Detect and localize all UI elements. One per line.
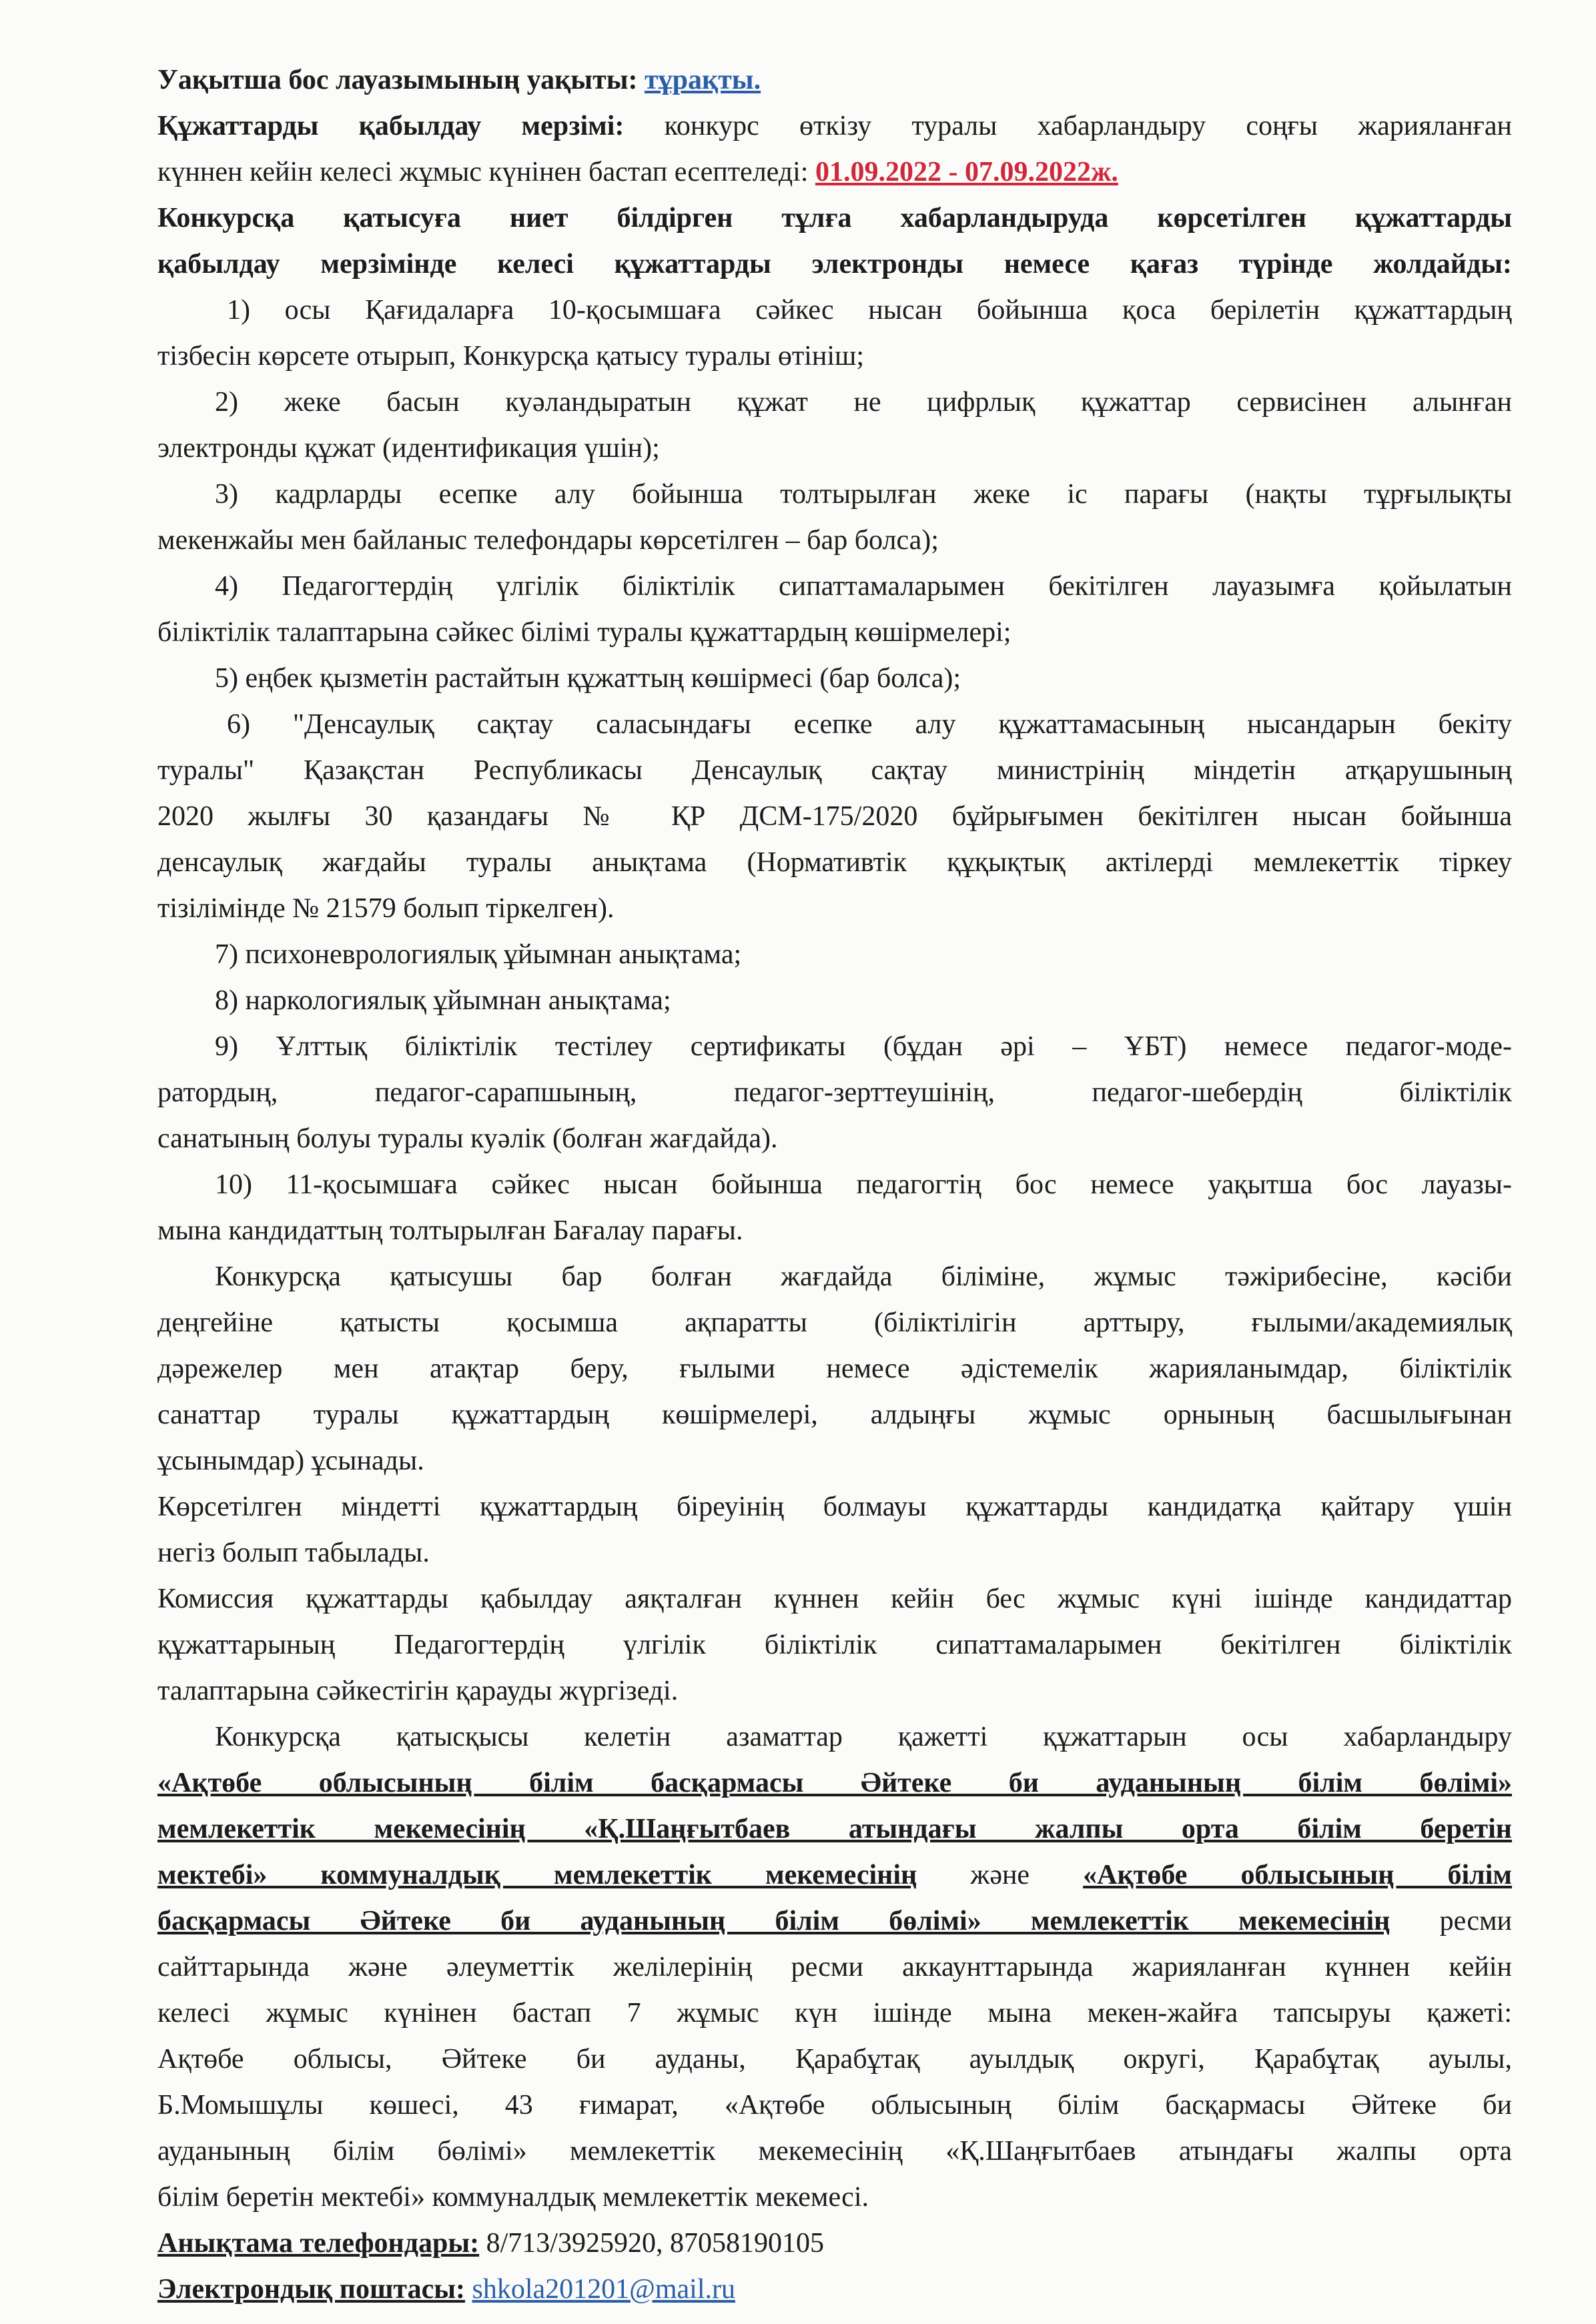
submission-line-2: «Ақтөбе облысының білім басқармасы Әйтеке би ауданының білім бөлімі» bbox=[157, 1768, 1512, 1798]
item-10-line-2: мына кандидаттың толтырылған Бағалау парағы. bbox=[157, 1215, 743, 1246]
submission-line-10: ауданының білім бөлімі» мемлекеттік мекемесінің «Қ.Шаңғытбаев атындағы жалпы орта bbox=[157, 2136, 1512, 2167]
item-10-line-1: 10) 11-қосымшаға сәйкес нысан бойынша педагогтің бос немесе уақытша бос лауазы- bbox=[215, 1169, 1512, 1200]
item-9-line-3: санатының болуы туралы куәлік (болған жағдайда). bbox=[157, 1123, 778, 1154]
email-link[interactable]: shkola201201@mail.ru bbox=[472, 2274, 735, 2305]
submission-line-8: Ақтөбе облысы, Әйтеке би ауданы, Қарабұтақ ауылдық округі, Қарабұтақ ауылы, bbox=[157, 2044, 1512, 2075]
submission-line-7: келесі жұмыс күнінен бастап 7 жұмыс күн ішінде мына мекен-жайға тапсыруы қажеті: bbox=[157, 1998, 1512, 2028]
additional-line-3: дәрежелер мен атақтар беру, ғылыми немесе әдістемелік жарияланымдар, біліктілік bbox=[157, 1353, 1512, 1384]
phone-label: Анықтама телефондары: bbox=[157, 2228, 480, 2259]
item-2-line-1: 2) жеке басын куәландыратын құжат не цифрлық құжаттар сервисінен алынған bbox=[215, 387, 1512, 418]
email-label: Электрондық поштасы: bbox=[157, 2274, 465, 2305]
intro-line-2: қабылдау мерзімінде келесі құжаттарды электронды немесе қағаз түрінде жолдайды: bbox=[157, 249, 1512, 279]
additional-line-4: санаттар туралы құжаттардың көшірмелері, алдыңғы жұмыс орнының басшылығынан bbox=[157, 1399, 1512, 1430]
document-page bbox=[157, 57, 1512, 2313]
item-6-line-5: тізілімінде № 21579 болып тіркелген). bbox=[157, 893, 615, 924]
deadline-line-2: күннен кейін келесі жұмыс күнінен бастап есептеледі: 01.09.2022 - 07.09.2022ж. bbox=[157, 157, 1118, 187]
item-3-line-2: мекенжайы мен байланыс телефондары көрсетілген – бар болса); bbox=[157, 525, 939, 556]
submission-line-1: Конкурсқа қатысқысы келетін азаматтар қажетті құжаттарын осы хабарландыру bbox=[215, 1722, 1512, 1752]
commission-line-1: Комиссия құжаттарды қабылдау аяқталған күннен кейін бес жұмыс күні ішінде кандидаттар bbox=[157, 1584, 1512, 1614]
item-7-line-1: 7) психоневрологиялық ұйымнан анықтама; bbox=[215, 939, 742, 970]
phone-value: 8/713/3925920, 87058190105 bbox=[486, 2228, 824, 2259]
additional-line-2: деңгейіне қатысты қосымша ақпаратты (біліктілігін арттыру, ғылыми/академиялық bbox=[157, 1307, 1512, 1338]
additional-line-1: Конкурсқа қатысушы бар болған жағдайда біліміне, жұмыс тәжірибесіне, кәсіби bbox=[215, 1261, 1512, 1292]
commission-line-2: құжаттарының Педагогтердің үлгілік біліктілік сипаттамаларымен бекітілген біліктілік bbox=[157, 1630, 1512, 1660]
item-3-line-1: 3) кадрларды есепке алу бойынша толтырылған жеке іс парағы (нақты тұрғылықты bbox=[215, 479, 1512, 510]
submission-line-11: білім беретін мектебі» коммуналдық мемлекеттік мекемесі. bbox=[157, 2182, 869, 2213]
submission-line-3: мемлекеттік мекемесінің «Қ.Шаңғытбаев атындағы жалпы орта білім беретін bbox=[157, 1814, 1512, 1844]
missing-line-2: негіз болып табылады. bbox=[157, 1538, 430, 1568]
intro-line-1: Конкурсқа қатысуға ниет білдірген тұлға хабарландыруда көрсетілген құжаттарды bbox=[157, 203, 1512, 233]
item-6-line-1: 6) "Денсаулық сақтау саласындағы есепке алу құжаттамасының нысандарын бекіту bbox=[227, 709, 1512, 740]
deadline-label: Құжаттарды қабылдау мерзімі: bbox=[157, 111, 625, 141]
phone-line bbox=[157, 2221, 1512, 2267]
item-6-line-4: денсаулық жағдайы туралы анықтама (Нормативтік құқықтық актілерді мемлекеттік тіркеу bbox=[157, 847, 1512, 878]
submission-line-5: басқармасы Әйтеке би ауданының білім бөлімі» мемлекеттік мекемесінің ресми bbox=[157, 1906, 1513, 1936]
submission-line-4: мектебі» коммуналдық мемлекеттік мекемесінің және «Ақтөбе облысының білім bbox=[157, 1860, 1512, 1890]
item-5-line-1: 5) еңбек қызметін растайтын құжаттың көшірмесі (бар болса); bbox=[215, 663, 961, 694]
item-1-line-2: тізбесін көрсете отырып, Конкурсқа қатысу туралы өтініш; bbox=[157, 341, 865, 372]
item-4-line-2: біліктілік талаптарына сәйкес білімі туралы құжаттардың көшірмелері; bbox=[157, 617, 1012, 648]
deadline-dates: 01.09.2022 - 07.09.2022ж. bbox=[815, 157, 1118, 187]
item-6-line-3: 2020 жылғы 30 қазандағы № ҚР ДСМ-175/2020 бұйрығымен бекітілген нысан бойынша bbox=[157, 801, 1512, 832]
vacancy-value: тұрақты. bbox=[644, 65, 761, 95]
vacancy-line bbox=[157, 57, 1512, 103]
missing-line-1: Көрсетілген міндетті құжаттардың біреуінің болмауы құжаттарды кандидатқа қайтару үшін bbox=[157, 1492, 1512, 1522]
deadline-line-1: Құжаттарды қабылдау мерзімі: конкурс өткізу туралы хабарландыру соңғы жарияланған bbox=[157, 111, 1512, 141]
commission-line-3: талаптарына сәйкестігін қарауды жүргізеді. bbox=[157, 1676, 679, 1706]
item-4-line-1: 4) Педагогтердің үлгілік біліктілік сипаттамаларымен бекітілген лауазымға қойылатын bbox=[215, 571, 1512, 602]
item-6-line-2: туралы" Қазақстан Республикасы Денсаулық сақтау министрінің міндетін атқарушының bbox=[157, 755, 1512, 786]
item-9-line-1: 9) Ұлттық біліктілік тестілеу сертификаты (бұдан әрі – ҰБТ) немесе педагог-моде- bbox=[215, 1031, 1512, 1062]
item-1-line-1: 1) осы Қағидаларға 10-қосымшаға сәйкес нысан бойынша қоса берілетін құжаттардың bbox=[227, 295, 1512, 326]
submission-line-9: Б.Момышұлы көшесі, 43 ғимарат, «Ақтөбе облысының білім басқармасы Әйтеке би bbox=[157, 2090, 1512, 2121]
submission-line-6: сайттарында және әлеуметтік желілерінің ресми аккаунттарында жарияланған күннен кейін bbox=[157, 1952, 1512, 1982]
email-line bbox=[157, 2267, 1512, 2313]
additional-line-5: ұсынымдар) ұсынады. bbox=[157, 1445, 424, 1476]
item-8-line-1: 8) наркологиялық ұйымнан анықтама; bbox=[215, 985, 671, 1016]
item-9-line-2: ратордың, педагог-сарапшының, педагог-зерттеушінің, педагог-шебердің біліктілік bbox=[157, 1077, 1512, 1108]
vacancy-label: Уақытша бос лауазымының уақыты: bbox=[157, 65, 638, 95]
item-2-line-2: электронды құжат (идентификация үшін); bbox=[157, 433, 660, 464]
